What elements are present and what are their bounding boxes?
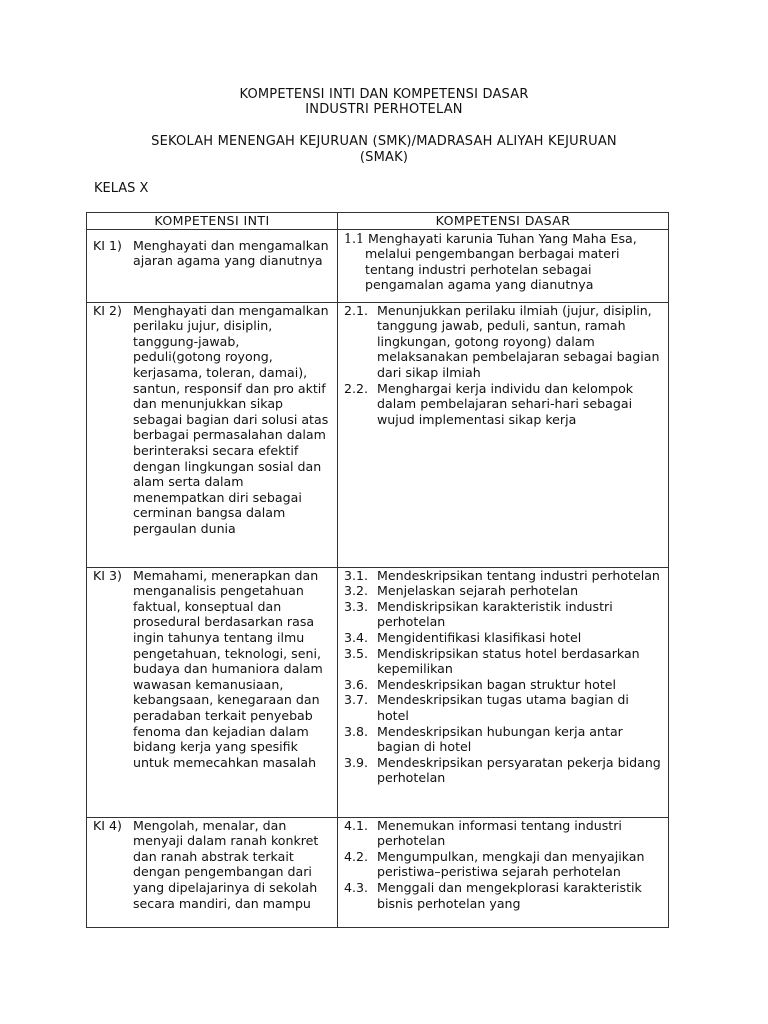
kd-number: 3.6. bbox=[344, 676, 369, 692]
ki-cell bbox=[87, 817, 338, 927]
table-row bbox=[87, 567, 669, 817]
list-item bbox=[344, 599, 662, 630]
kd-cell bbox=[338, 567, 669, 817]
ki-label: KI 1) bbox=[93, 237, 122, 253]
kd-number: 3.9. bbox=[344, 754, 369, 770]
document-subtitle: INDUSTRI PERHOTELAN bbox=[305, 102, 463, 117]
ki-text: Memahami, menerapkan dan menganalisis pengetahuan faktual, konseptual dan prosedural berdasarkan rasa ingin tahunya tentang ilmu pengetahuan, teknologi, seni, budaya dan humaniora dalam wawasan kemanusiaan, kebangsaan, kenegaraan dan peradaban terkait penyebab fenoma dan kejadian dalam bidang kerja yang spesifik untuk memecahkan masalah bbox=[133, 567, 323, 770]
ki-label: KI 3) bbox=[93, 567, 122, 583]
kd-number: 3.3. bbox=[344, 598, 369, 614]
kd-number: 1.1 bbox=[344, 230, 365, 246]
competency-table bbox=[86, 212, 669, 928]
kd-number: 4.2. bbox=[344, 848, 369, 864]
list-item bbox=[344, 381, 662, 428]
list-item bbox=[344, 303, 662, 381]
list-item bbox=[344, 755, 662, 786]
list-item bbox=[344, 692, 662, 723]
kd-text: Mengidentifikasi klasifikasi hotel bbox=[377, 629, 582, 645]
list-item bbox=[344, 849, 662, 880]
kd-number: 3.7. bbox=[344, 692, 369, 708]
list-item bbox=[344, 677, 662, 693]
ki-label: KI 2) bbox=[93, 302, 122, 318]
kd-text: Mendeskripsikan bagan struktur hotel bbox=[377, 676, 617, 692]
list-item bbox=[344, 630, 662, 646]
kd-cell bbox=[338, 817, 669, 927]
table-row bbox=[87, 229, 669, 302]
kd-text: Menghayati karunia Tuhan Yang Maha Esa, melalui pengembangan berbagai materi tentang industri perhotelan sebagai pengamalan agama yang dianutnya bbox=[365, 230, 637, 293]
kd-cell bbox=[338, 302, 669, 567]
kd-number: 3.1. bbox=[344, 567, 369, 583]
kd-text: Mendiskripsikan karakteristik industri perhotelan bbox=[377, 598, 613, 630]
kd-text: Mendeskripsikan tentang industri perhotelan bbox=[377, 567, 660, 583]
list-item bbox=[344, 724, 662, 755]
ki-text: Mengolah, menalar, dan menyaji dalam ranah konkret dan ranah abstrak terkait dengan pengembangan dari yang dipelajarinya di sekolah secara mandiri, dan mampu bbox=[133, 817, 319, 911]
table-row bbox=[87, 817, 669, 927]
school-name-line1: SEKOLAH MENENGAH KEJURUAN (SMK)/MADRASAH ALIYAH KEJURUAN bbox=[151, 134, 617, 149]
column-header-ki: KOMPETENSI INTI bbox=[87, 213, 338, 230]
kd-number: 2.1. bbox=[344, 302, 369, 318]
ki-text: Menghayati dan mengamalkan perilaku jujur, disiplin, tanggung-jawab, peduli(gotong royong, kerjasama, toleran, damai), santun, responsif dan pro aktif dan menunjukkan sikap sebagai bagian dari solusi atas berbagai permasalahan dalam berinteraksi secara efektif dengan lingkungan sosial dan alam serta dalam menempatkan diri sebagai cerminan bangsa dalam pergaulan dunia bbox=[133, 302, 329, 536]
school-name-line2: (SMAK) bbox=[359, 150, 409, 165]
kd-text: Mendeskripsikan hubungan kerja antar bagian di hotel bbox=[377, 723, 623, 755]
kd-text: Mengumpulkan, mengkaji dan menyajikan peristiwa–peristiwa sejarah perhotelan bbox=[377, 848, 645, 880]
kd-number: 3.2. bbox=[344, 583, 369, 599]
kd-number: 3.8. bbox=[344, 723, 369, 739]
kd-text: Mendeskripsikan persyaratan pekerja bidang perhotelan bbox=[377, 754, 661, 786]
kd-number: 3.4. bbox=[344, 629, 369, 645]
kd-text: Mendiskripsikan status hotel berdasarkan kepemilikan bbox=[377, 645, 640, 677]
column-header-kd: KOMPETENSI DASAR bbox=[338, 213, 669, 230]
list-item bbox=[344, 583, 662, 599]
document-title: KOMPETENSI INTI DAN KOMPETENSI DASAR bbox=[239, 87, 529, 102]
class-label: KELAS X bbox=[94, 181, 149, 196]
kd-number: 4.1. bbox=[344, 817, 369, 833]
ki-cell bbox=[87, 302, 338, 567]
ki-text: Menghayati dan mengamalkan ajaran agama yang dianutnya bbox=[133, 237, 329, 269]
kd-text: Mendeskripsikan tugas utama bagian di hotel bbox=[377, 692, 629, 723]
kd-text: Menemukan informasi tentang industri perhotelan bbox=[377, 817, 622, 849]
list-item bbox=[344, 568, 662, 584]
kd-text: Menunjukkan perilaku ilmiah (jujur, disiplin, tanggung jawab, peduli, santun, ramah lingkungan, gotong royong) dalam melaksanakan pembelajaran sebagai bagian dari sikap ilmiah bbox=[377, 302, 660, 380]
kd-text: Menggali dan mengekplorasi karakteristik bisnis perhotelan yang bbox=[377, 879, 642, 911]
list-item bbox=[344, 646, 662, 677]
kd-text: Menjelaskan sejarah perhotelan bbox=[377, 583, 579, 599]
table-row bbox=[87, 302, 669, 567]
ki-cell bbox=[87, 229, 338, 302]
ki-label: KI 4) bbox=[93, 817, 122, 833]
kd-number: 2.2. bbox=[344, 380, 369, 396]
kd-number: 4.3. bbox=[344, 879, 369, 895]
kd-text: Menghargai kerja individu dan kelompok dalam pembelajaran sehari-hari sebagai wujud implementasi sikap kerja bbox=[377, 380, 634, 427]
kd-number: 3.5. bbox=[344, 645, 369, 661]
table-header-row bbox=[87, 213, 669, 230]
list-item bbox=[344, 818, 662, 849]
list-item bbox=[344, 880, 662, 911]
ki-cell bbox=[87, 567, 338, 817]
kd-cell bbox=[338, 229, 669, 302]
